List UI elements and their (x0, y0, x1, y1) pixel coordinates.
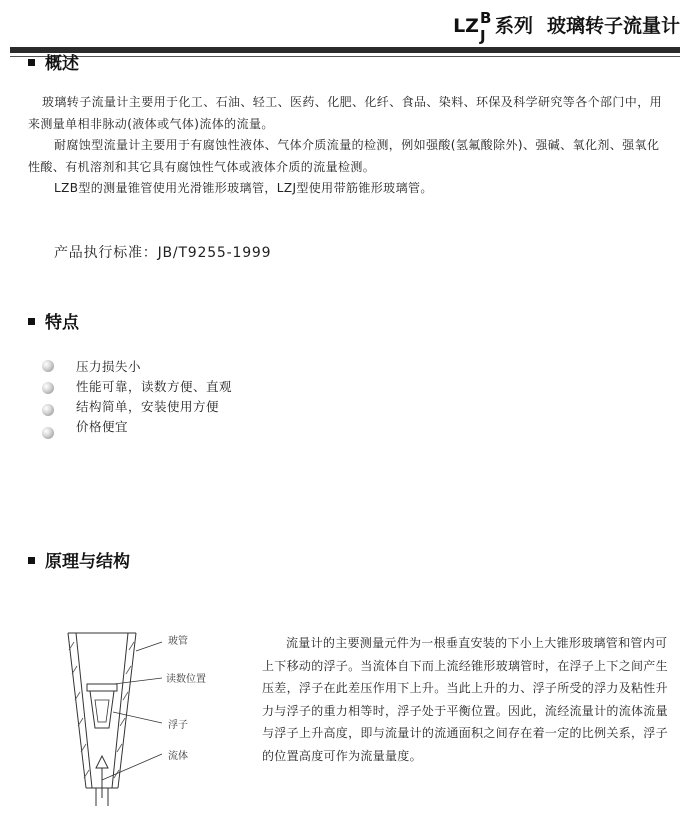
overview-paragraph: LZB型的测量锥管使用光滑锥形玻璃管，LZJ型使用带筋锥形玻璃管。 (54, 181, 433, 195)
flowmeter-structure-figure (58, 628, 238, 818)
header-rule-thick (10, 47, 680, 53)
feature-text: 结构简单，安装使用方便 (76, 399, 220, 414)
flowmeter-diagram (58, 628, 238, 818)
principle-heading-text: 原理与结构 (45, 552, 130, 572)
square-bullet-icon (28, 59, 35, 66)
overview-heading-text: 概述 (45, 54, 79, 74)
overview-paragraph: 玻璃转子流量计主要用于化工、石油、轻工、医药、化肥、化纤、食品、染料、环保及科学研究等各个部门中，用来测量单相非脉动(液体或气体)流体的流量。 (28, 95, 663, 131)
diagram-label-reading: 读数位置 (166, 674, 206, 685)
title-prefix: LZ (453, 15, 479, 37)
features-heading-text: 特点 (45, 313, 79, 333)
page-title (453, 9, 680, 45)
overview-heading (28, 53, 79, 75)
principle-description: 流量计的主要测量元件为一根垂直安装的下小上大锥形玻璃管和管内可上下移动的浮子。当流体自下而上流经锥形玻璃管时，在浮子上下之间产生压差，浮子在此差压作用下上升。当此上升的力、浮子所受的浮力及粘性升力与浮子的重力相等时，浮子处于平衡位置。因此，流经流量计的流体流量与浮子上升高度，即与流量计的流通面积之间存在着一定的比例关系，浮子的位置高度可作为流量量度。 (262, 636, 668, 763)
square-bullet-icon (28, 318, 35, 325)
title-model-variants (479, 9, 493, 45)
sphere-bullet-icon (42, 360, 54, 372)
feature-text: 压力损失小 (76, 359, 142, 374)
square-bullet-icon (28, 557, 35, 564)
feature-text: 性能可靠，读数方便、直观 (76, 379, 233, 394)
principle-heading (28, 551, 130, 573)
diagram-label-tube: 玻管 (168, 636, 188, 647)
title-superscript: B (479, 9, 492, 27)
sphere-bullet-icon (42, 404, 54, 416)
overview-body (28, 92, 668, 200)
diagram-label-fluid: 流体 (168, 751, 188, 762)
features-heading (28, 312, 79, 334)
product-standard: 产品执行标准：JB/T9255-1999 (54, 245, 272, 261)
sphere-bullet-icon (42, 382, 54, 394)
page-header (0, 0, 700, 60)
header-rule-thin (10, 56, 680, 57)
sphere-bullet-icon (42, 427, 54, 439)
feature-text: 价格便宜 (76, 419, 129, 434)
title-subscript: J (479, 27, 486, 45)
title-main: 玻璃转子流量计 (546, 15, 680, 37)
title-series: 系列 (494, 15, 533, 37)
diagram-label-float: 浮子 (168, 720, 188, 731)
overview-paragraph: 耐腐蚀型流量计主要用于有腐蚀性液体、气体介质流量的检测，例如强酸(氢氟酸除外)、强碱、氧化剂、强氧化性酸、有机溶剂和其它具有腐蚀性气体或液体介质的流量检测。 (28, 138, 660, 174)
